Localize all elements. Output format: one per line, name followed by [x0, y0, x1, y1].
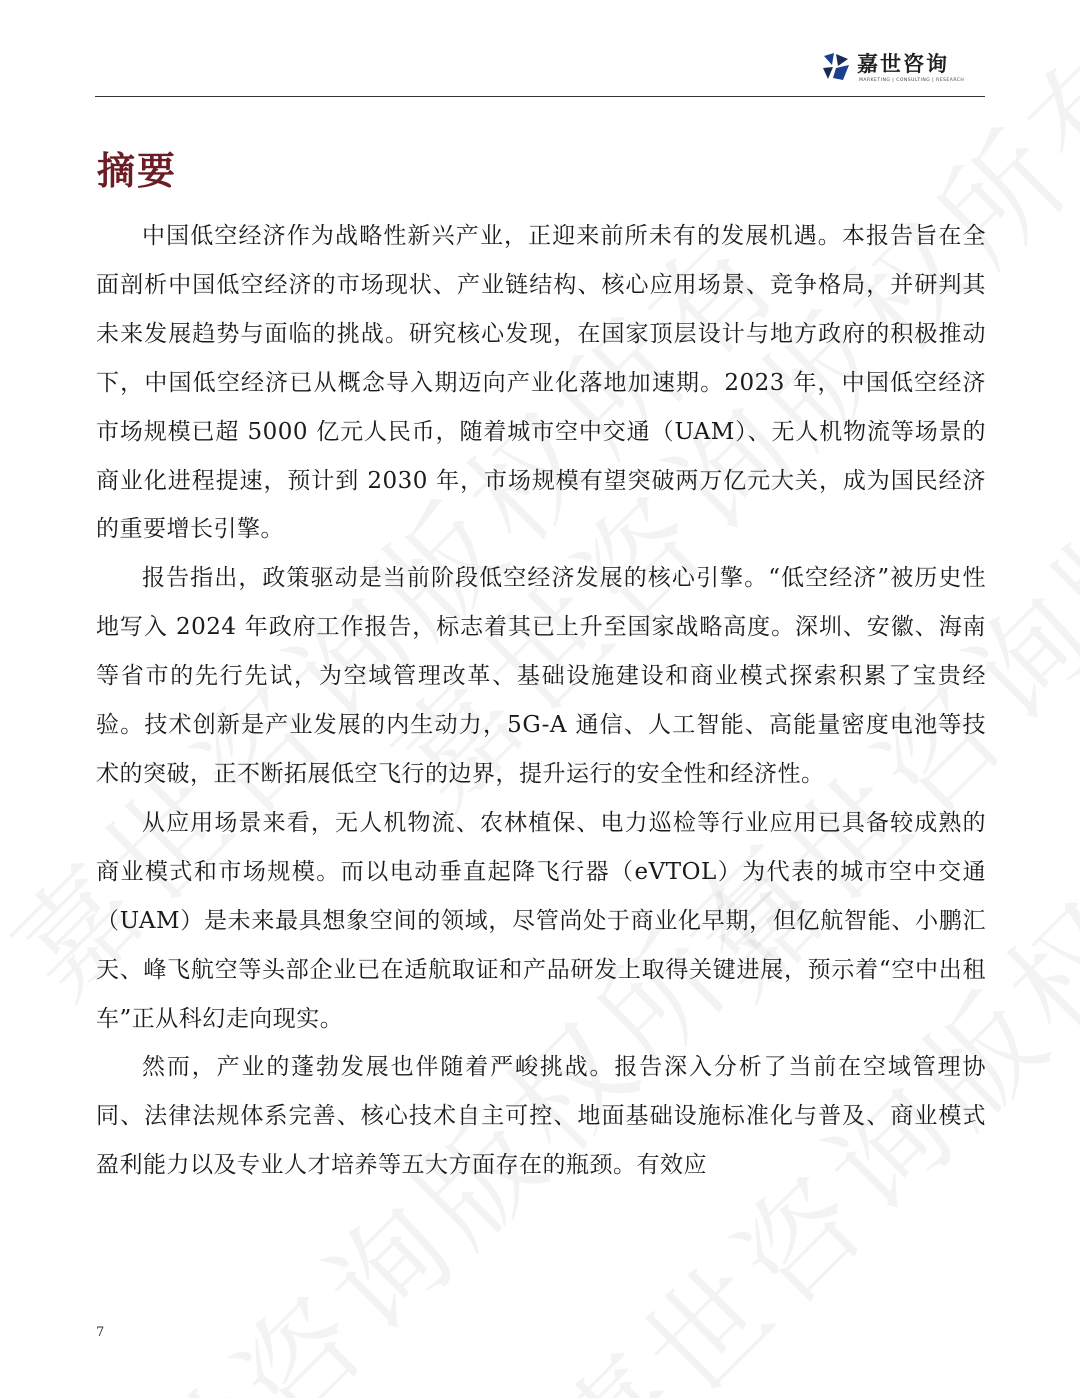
paragraph: 然而，产业的蓬勃发展也伴随着严峻挑战。报告深入分析了当前在空域管理协同、法律法规体系完善、核心技术自主可控、地面基础设施标准化与普及、商业模式盈利能力以及专业人才培养等五大方面存在的瓶颈。有效应: [96, 1054, 986, 1179]
logo-tagline: MARKETING | CONSULTING | RESEARCH: [859, 78, 965, 83]
logo-name: 嘉世咨询: [857, 52, 949, 76]
paragraph: 中国低空经济作为战略性新兴产业，正迎来前所未有的发展机遇。本报告旨在全面剖析中国低空经济的市场现状、产业链结构、核心应用场景、竞争格局，并研判其未来发展趋势与面临的挑战。研究核心发现，在国家顶层设计与地方政府的积极推动下，中国低空经济已从概念导入期迈向产业化落地加速期。2023 年，中国低空经济市场规模已超 5000 亿元人民币，随着城市空中交通（UAM）、无人机物流等场景的商业化进程提速，预计到 2030 年，市场规模有望突破两万亿元大关，成为国民经济的重要增长引擎。: [96, 223, 986, 543]
paragraph: 报告指出，政策驱动是当前阶段低空经济发展的核心引擎。“低空经济”被历史性地写入 2024 年政府工作报告，标志着其已上升至国家战略高度。深圳、安徽、海南等省市的先行先试，为空域管理改革、基础设施建设和商业模式探索积累了宝贵经验。技术创新是产业发展的内生动力，5G-A 通信、人工智能、高能量密度电池等技术的突破，正不断拓展低空飞行的边界，提升运行的安全性和经济性。: [96, 565, 986, 787]
logo-mark-icon: [821, 52, 851, 82]
page-title: 摘要: [97, 148, 178, 193]
company-logo: [821, 48, 981, 90]
page-number: 7: [96, 1325, 105, 1340]
paragraph: 从应用场景来看，无人机物流、农林植保、电力巡检等行业应用已具备较成熟的商业模式和市场规模。而以电动垂直起降飞行器（eVTOL）为代表的城市空中交通（UAM）是未来最具想象空间的领域，尽管尚处于商业化早期，但亿航智能、小鹏汇天、峰飞航空等头部企业已在适航取证和产品研发上取得关键进展，预示着“空中出租车”正从科幻走向现实。: [96, 809, 986, 1032]
abstract-body: [96, 212, 986, 1190]
page-header: [95, 40, 985, 97]
